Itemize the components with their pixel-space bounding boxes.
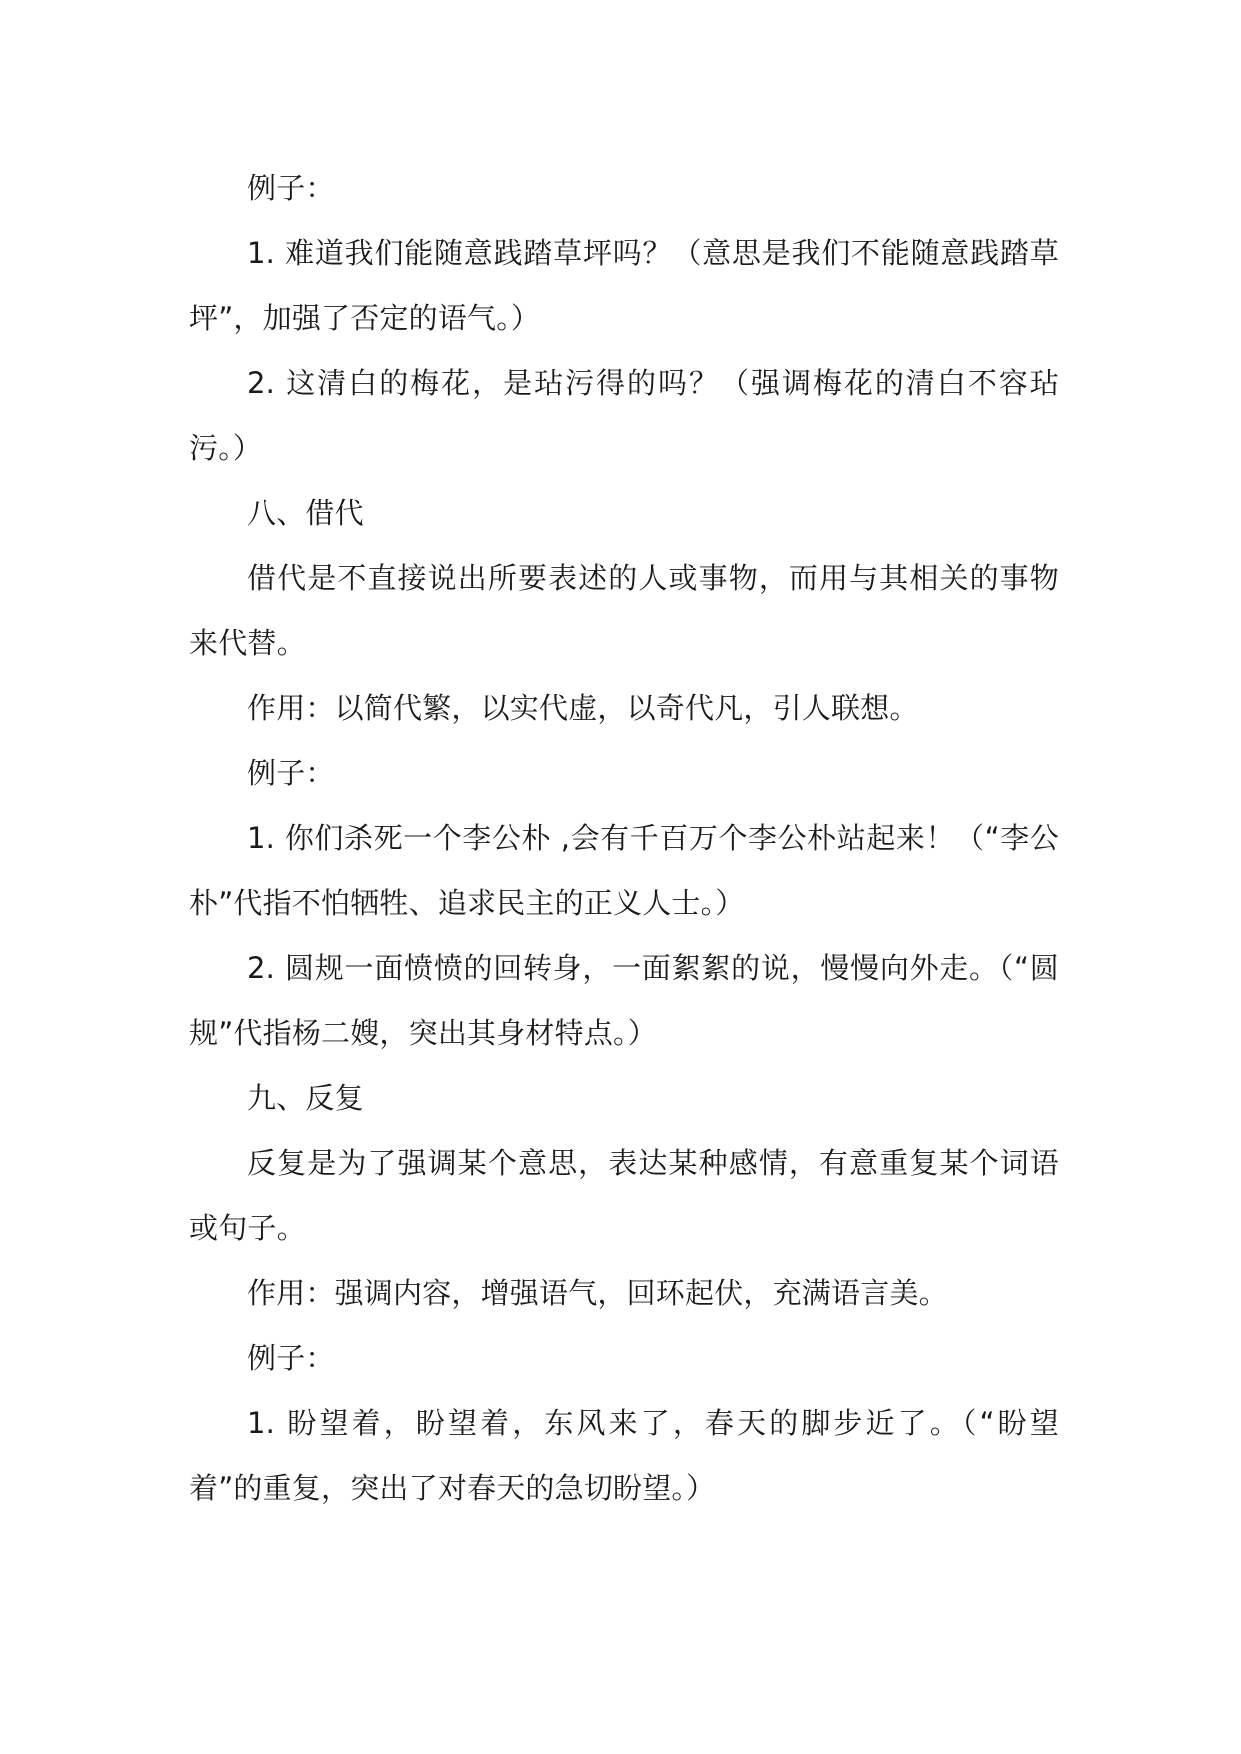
definition-paragraph: 借代是不直接说出所要表述的人或事物，而用与其相关的事物来代替。 xyxy=(189,561,1059,660)
example-paragraph: 2. 这清白的梅花，是玷污得的吗？（强调梅花的清白不容玷污。） xyxy=(189,366,1059,465)
example-paragraph: 2. 圆规一面愤愤的回转身，一面絮絮的说，慢慢向外走。（“圆规”代指杨二嫂，突出其身材特点。） xyxy=(189,951,1059,1050)
document-body xyxy=(189,156,1059,1521)
definition-paragraph: 反复是为了强调某个意思，表达某种感情，有意重复某个词语或句子。 xyxy=(189,1146,1059,1245)
function-paragraph: 作用：以简代繁，以实代虚，以奇代凡，引人联想。 xyxy=(247,691,919,725)
function-paragraph: 作用：强调内容，增强语气，回环起伏，充满语言美。 xyxy=(247,1276,948,1310)
example-label: 例子： xyxy=(247,756,335,790)
section-heading-jiedai: 八、借代 xyxy=(247,496,364,530)
example-paragraph: 1. 盼望着，盼望着，东风来了，春天的脚步近了。（“盼望着”的重复，突出了对春天的急切盼望。） xyxy=(189,1406,1059,1505)
example-label: 例子： xyxy=(247,171,335,205)
section-heading-fanfu: 九、反复 xyxy=(247,1081,364,1115)
example-paragraph: 1. 难道我们能随意践踏草坪吗？（意思是我们不能随意践踏草坪”，加强了否定的语气。） xyxy=(189,236,1059,335)
example-label: 例子： xyxy=(247,1341,335,1375)
example-paragraph: 1. 你们杀死一个李公朴 ,会有千百万个李公朴站起来！（“李公朴”代指不怕牺牲、追求民主的正义人士。） xyxy=(189,821,1059,920)
